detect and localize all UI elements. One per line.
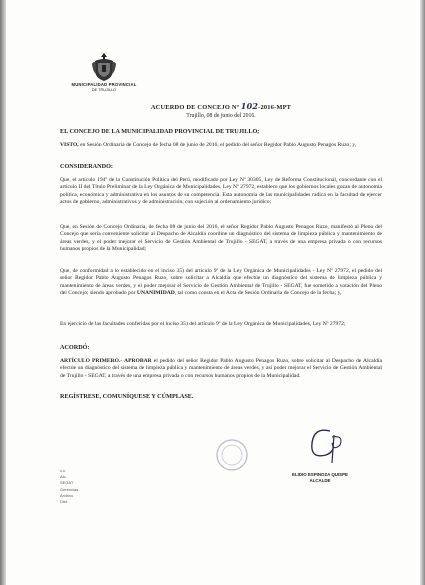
unanimidad-text: UNANIMIDAD [136, 290, 175, 297]
scan-left-edge [0, 0, 6, 585]
stamp-icon [215, 438, 249, 472]
org-city: DE TRUJILLO [91, 88, 117, 92]
acordo-heading: ACORDÓ: [60, 344, 90, 351]
signature-icon [300, 425, 350, 467]
articulo-primero [60, 358, 382, 380]
articulo-text: el pedido del señor Regidor Pablo Augusto Penagos Ruzo, sobre solicitar al Despacho de Alcaldía efectúe un diagnóstico del sistema de limpieza pública y mantenimiento de áreas verdes, y así poder mejorar el Servicio de Gestión Ambiental de Trujillo - SEGAT, a través de una empresa privada o con recursos humanos propios de la Municipalidad. [60, 358, 382, 379]
org-name: MUNICIPALIDAD PROVINCIAL [71, 82, 137, 87]
considerando-1: Que, el artículo 194º de la Constitución Política del Perú, modificado por Ley Nº 30305, Ley de Reforma Constitucional, concordante con el artículo II del Título Preliminar de la Ley Orgánica de Municipalidades, Ley Nº 27972, establece que los gobiernos locales gozan de autonomía política, económica y administrativa en los asuntos de su competencia. Esta autonomía de las municipalidades radica en la facultad de ejercer actos de gobierno, administrativos y de administración, con sujeción al ordenamiento jurídico; [60, 177, 382, 206]
cc-item: SEGAT [60, 480, 74, 486]
council-heading: EL CONCEJO DE LA MUNICIPALIDAD PROVINCIAL DE TRUJILLO; [60, 128, 260, 135]
title-prefix: ACUERDO DE CONCEJO Nº [150, 104, 239, 111]
visto-paragraph [60, 142, 382, 149]
cc-item: c.c. [60, 468, 67, 473]
cc-list [60, 468, 78, 505]
considerando-3-text: Que, de conformidad a lo establecido en el inciso 35) del artículo 9º de la Ley Orgánica de Municipalidades - Ley Nº 27972, el pedido del señor Regidor Pablo Augusto Penagos Ruzo, sobre solicitar a Alcaldía que efectúe un diagnóstico del sistema de limpieza pública y mantenimiento de áreas verdes, y el poder mejorar el Servicio de Gestión Ambiental de Trujillo - SEGAT, fue sometido a votación del Pleno del Concejo; siendo aprobado por [60, 268, 382, 297]
articulo-label: ARTÍCULO PRIMERO.- APROBAR [60, 358, 152, 364]
municipal-header [64, 52, 144, 93]
cc-item: Dist. [60, 499, 68, 505]
scan-right-edge [420, 0, 425, 585]
handwritten-number: 102 [240, 101, 259, 111]
considerando-heading: CONSIDERANDO: [60, 163, 113, 170]
signature-scribble [300, 425, 350, 472]
visto-label: VISTO, [60, 142, 79, 148]
considerando-2: Que, en Sesión de Concejo Ordinaria, de fecha 08 de junio del 2016, el señor Regidor Pablo Augusto Penagos Ruzo, manifestó al Pleno del Concejo que sería conveniente solicitar al Despacho de Alcaldía coordine un diagnóstico del sistema de limpieza pública y mantenimiento de áreas verdes, y el poder mejorar el Servicio de Gestión Ambiental de Trujillo - SEGAT, a través de una empresa privada o con recursos humanos propios de la Municipalidad; [60, 224, 382, 253]
considerando-3-tail: , tal como consta en el Acta de Sesión Ordinaria de Concejo de la fecha; y, [174, 290, 342, 297]
cc-item: Gerencias [60, 486, 79, 492]
signatory-role: ALCALDE [309, 478, 331, 483]
signatory-block [270, 472, 370, 484]
cc-item: Alc. [60, 474, 67, 480]
considerando-3 [60, 268, 382, 298]
seal-stamp [215, 438, 249, 477]
document-title [60, 101, 382, 111]
cc-item: Archivo [60, 492, 74, 498]
closing-line: REGÍSTRESE, COMUNÍQUESE Y CÚMPLASE. [60, 393, 194, 400]
signatory-name: ELIDIO ESPINOZA QUISPE [292, 472, 348, 477]
ejercicio-paragraph: En ejercicio de las facultades conferidas por el inciso 35) del artículo 9º de la Ley Orgánica de Municipalidades, Ley Nº 27972; [60, 321, 346, 327]
coat-of-arms-icon [90, 52, 118, 82]
title-suffix: -2016-MPT [258, 104, 292, 111]
visto-text: en Sesión Ordinaria de Concejo de fecha 08 de junio de 2016, el pedido del señor Regidor Pablo Augusto Penagos Ruzo; y, [80, 142, 357, 148]
date-line: Trujillo, 08 de junio del 2016. [186, 113, 256, 119]
